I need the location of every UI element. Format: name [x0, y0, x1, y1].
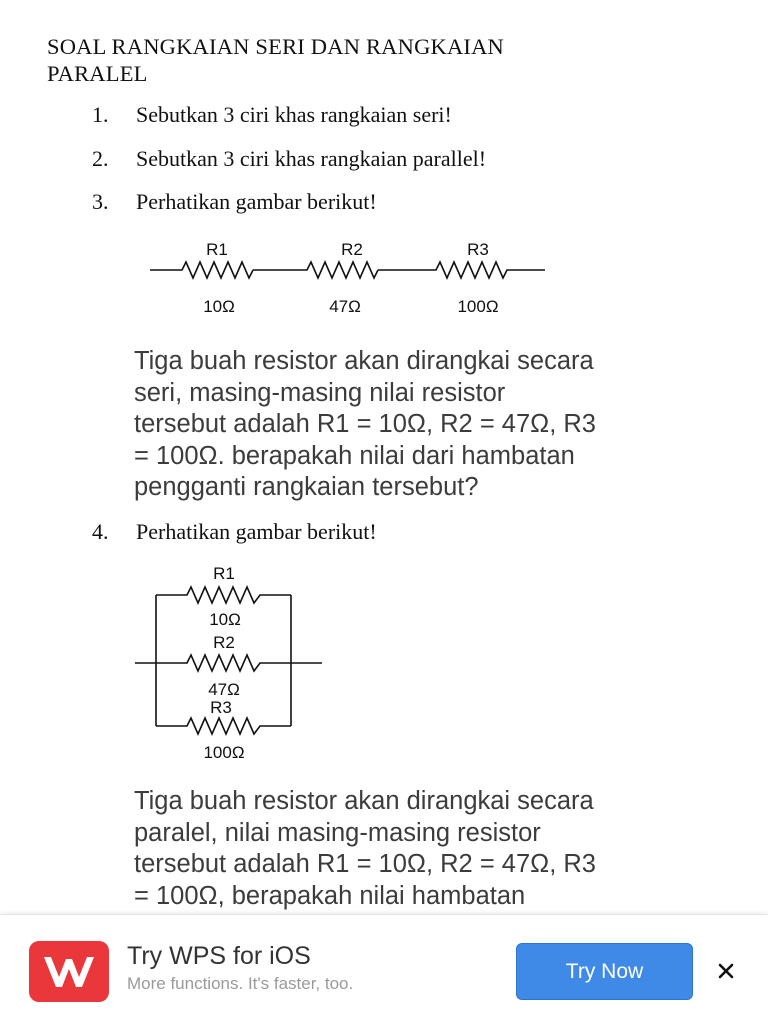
- question-3-number: 3.: [92, 189, 109, 214]
- series-question-paragraph: [134, 346, 744, 504]
- wps-promo-banner: [0, 914, 768, 1025]
- series-circuit-diagram: [0, 230, 768, 330]
- question-3-text: Perhatikan gambar berikut!: [136, 189, 377, 214]
- series-paragraph-line-5: pengganti rangkaian tersebut?: [134, 473, 479, 501]
- series-r1-label: R1: [206, 240, 228, 259]
- question-1-number: 1.: [92, 102, 109, 127]
- try-now-button[interactable]: [516, 943, 693, 1000]
- series-r3-value: 100Ω: [457, 297, 499, 316]
- close-icon: [714, 959, 738, 983]
- series-paragraph-line-1: Tiga buah resistor akan dirangkai secara: [134, 347, 594, 375]
- series-paragraph-line-2: seri, masing-masing nilai resistor: [134, 378, 506, 407]
- series-paragraph-line-4: = 100Ω. berapakah nilai dari hambatan: [134, 441, 575, 470]
- parallel-r2-value: 47Ω: [208, 680, 240, 699]
- parallel-paragraph-line-2: paralel, nilai masing-masing resistor: [134, 818, 541, 847]
- close-banner-button[interactable]: [714, 959, 738, 983]
- question-4-text: Perhatikan gambar berikut!: [136, 519, 377, 544]
- parallel-paragraph-line-1: Tiga buah resistor akan dirangkai secara: [134, 787, 594, 815]
- series-paragraph-line-3: tersebut adalah R1 = 10Ω, R2 = 47Ω, R3: [134, 410, 596, 438]
- parallel-question-paragraph: [134, 786, 744, 912]
- banner-subtitle: More functions. It's faster, too.: [127, 974, 354, 993]
- question-2-number: 2.: [92, 146, 109, 171]
- series-r2-label: R2: [341, 240, 363, 259]
- question-4-number: 4.: [92, 519, 109, 544]
- title-line-1: SOAL RANGKAIAN SERI DAN RANGKAIAN: [47, 34, 505, 59]
- parallel-paragraph-line-3: tersebut adalah R1 = 10Ω, R2 = 47Ω, R3: [134, 850, 596, 878]
- series-r1-value: 10Ω: [203, 297, 235, 316]
- series-r3-label: R3: [467, 240, 489, 259]
- series-r2-value: 47Ω: [329, 297, 361, 316]
- parallel-r2-label: R2: [213, 633, 235, 652]
- wps-logo-icon: [29, 941, 109, 1002]
- document-title: [47, 33, 687, 87]
- title-line-2: PARALEL: [47, 61, 148, 86]
- parallel-r3-label: R3: [210, 698, 232, 717]
- question-1-text: Sebutkan 3 ciri khas rangkaian seri!: [136, 102, 452, 127]
- parallel-r1-value: 10Ω: [209, 610, 241, 629]
- question-2-text: Sebutkan 3 ciri khas rangkaian parallel!: [136, 146, 487, 171]
- parallel-r1-label: R1: [213, 564, 235, 583]
- try-now-label: Try Now: [565, 959, 644, 983]
- banner-title: Try WPS for iOS: [127, 942, 311, 970]
- parallel-r3-value: 100Ω: [203, 743, 245, 762]
- parallel-paragraph-line-4: = 100Ω, berapakah nilai hambatan: [134, 881, 526, 910]
- parallel-circuit-diagram: [0, 560, 768, 770]
